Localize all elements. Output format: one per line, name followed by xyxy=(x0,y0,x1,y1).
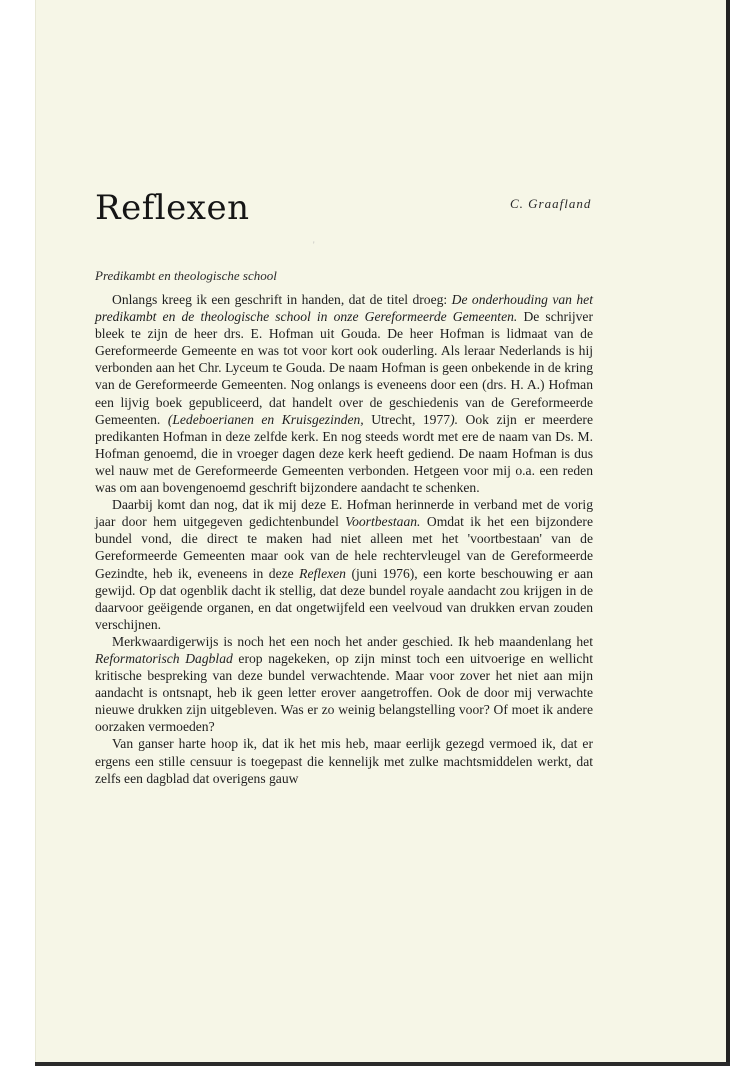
article-body xyxy=(95,291,593,787)
italic-run: ). xyxy=(450,411,459,427)
italic-run: (Ledeboerianen en Kruisgezinden, xyxy=(167,411,364,427)
text-run: Merkwaardigerwijs is noch het een noch het ander geschied. Ik heb maandenlang het xyxy=(112,633,593,649)
stray-mark: ' xyxy=(313,240,315,250)
italic-run: De onderhouding van het predikambt en de theologische school in onze Gereformeerde Gemeenten. xyxy=(95,292,593,325)
paragraph-4 xyxy=(95,735,593,786)
text-run: Van ganser harte hoop ik, dat ik het mis heb, maar eerlijk gezegd vermoed ik, dat er ergens een stille censuur is toegepast die kennelijk met zulke machtsmiddelen werkt, dat zelfs een dagblad dat overigens gauw xyxy=(95,736,593,786)
paragraph-3 xyxy=(95,633,593,736)
column-title: Reflexen xyxy=(95,188,250,228)
italic-run: Voortbestaan. xyxy=(345,514,421,530)
italic-run: Reflexen xyxy=(299,565,346,581)
author-name: C. Graafland xyxy=(510,196,592,211)
paragraph-1 xyxy=(95,291,593,496)
text-run: Ook zijn er meerdere predikanten Hofman in deze zelfde kerk. En nog steeds wordt met ere de naam van Ds. M. Hofman genoemd, die in vroeger dagen deze kerk heeft gediend. De naam Hofman is dus wel nauw met de Gereformeerde Gemeenten verbonden. Hetgeen voor mij o.a. een reden was om aan bovengenoemd geschrift bijzondere aandacht te schenken. xyxy=(95,411,593,496)
text-run: (juni 1976), een korte beschouwing er aan gewijd. Op dat ogenblik dacht ik stellig, dat deze bundel royale aandacht zou krijgen in de daarvoor geëigende organen, en dat ongetwijfeld een veelvoud van drukken ervan zouden verschijnen. xyxy=(95,565,593,632)
page-right-edge xyxy=(726,0,730,1066)
text-run: Daarbij komt dan nog, dat ik mij deze E. Hofman herinnerde in verband met de vorig jaar door hem uitgegeven gedichtenbundel xyxy=(95,497,593,530)
text-run: Utrecht, 1977 xyxy=(363,411,451,427)
text-run: erop nagekeken, op zijn minst toch een uitvoerige en wellicht kritische bespreking van deze bundel verwachtende. Maar voor zover het niet aan mijn aandacht is ontsnapt, heb ik geen letter erover aangetroffen. Ook de door mij verwachte nieuwe drukken zijn uitgebleven. Was er zo weinig belangstelling voor? Of moet ik andere oorzaken vermoeden? xyxy=(95,650,593,735)
paragraph-2 xyxy=(95,496,593,633)
text-run: Onlangs kreeg ik een geschrift in handen, dat de titel droeg: xyxy=(112,292,452,307)
italic-run: Reformatorisch Dagblad xyxy=(95,650,233,666)
page-bottom-edge xyxy=(35,1062,730,1066)
text-run: De schrijver bleek te zijn de heer drs. E. Hofman uit Gouda. De heer Hofman is lidmaat van de Gereformeerde Gemeente en was tot voor kort ook ouderling. Als leraar Nederlands is hij verbonden aan het Chr. Lyceum te Gouda. De naam Hofman is geen onbekende in de kring van de Gereformeerde Gemeenten. Nog onlangs is eveneens door een (drs. H. A.) Hofman een lijvig boek gepubliceerd, dat handelt over de geschiedenis van de Gereformeerde Gemeenten. xyxy=(95,309,593,427)
section-heading: Predikambt en theologische school xyxy=(95,268,277,283)
text-run: Omdat ik het een bijzondere bundel vond, die direct te maken had niet alleen met het 'voortbestaan' van de Gereformeerde Gemeenten maar ook van de hele rechtervleugel van de Gereformeerde Gezindte, heb ik, eveneens in deze xyxy=(95,514,593,581)
